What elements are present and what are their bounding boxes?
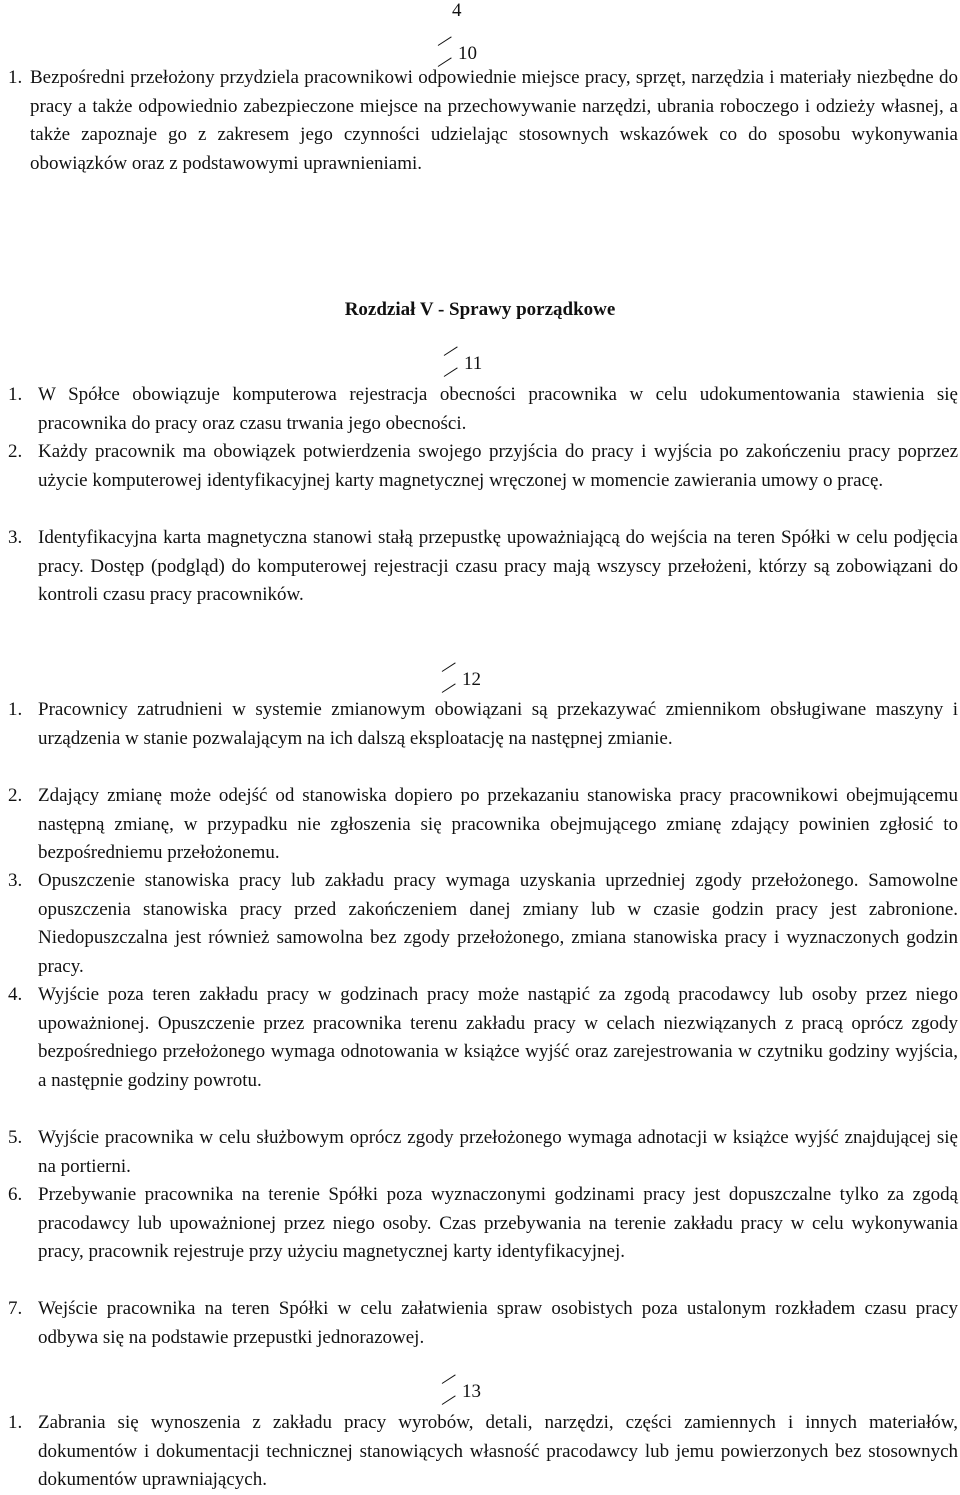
section-12-item-7 [8,1295,958,1352]
section-12-item-2 [8,782,958,868]
item-number: 3. [8,870,23,891]
item-text: Wyjście pracownika w celu służbowym oprócz zgody przełożonego wymaga adnotacji w książce wyjść znajdującej się na portierni. [38,1127,958,1177]
section-10-item-1 [8,64,958,178]
item-text: Każdy pracownik ma obowiązek potwierdzenia swojego przyjścia do pracy i wyjścia po zakończeniu pracy poprzez użycie komputerowej identyfikacyjnej karty magnetycznej wręczonej w momencie zawierania umowy o pracę. [38,441,958,491]
item-text: Wyjście poza teren zakładu pracy w godzinach pracy może nastąpić za zgodą pracodawcy lub osoby przez niego upoważnionej. Opuszczenie przez pracownika terenu zakładu pracy w celach niezwiązanych z pracą oprócz zgody bezpośredniego przełożonego wymaga odnotowania w książce wyjść oraz zarejestrowania w czytniku godziny wyjścia, a następnie godziny powrotu. [38,984,958,1091]
item-number: 2. [8,441,23,462]
section-12-item-5 [8,1124,958,1181]
section-number: 10 [458,43,477,64]
item-number: 3. [8,527,23,548]
section-12-item-1 [8,696,958,753]
item-number: 1. [8,67,23,88]
item-number: 1. [8,384,23,405]
item-text: Wejście pracownika na teren Spółki w celu załatwienia spraw osobistych poza ustalonym rozkładem czasu pracy odbywa się na podstawie przepustki jednorazowej. [38,1298,958,1348]
item-text: Przebywanie pracownika na terenie Spółki poza wyznaczonymi godzinami pracy jest dopuszczalne tylko za zgodą pracodawcy lub upoważnionej przez niego osoby. Czas przebywania na terenie zakładu pracy w celu wykonywania pracy, pracownik rejestruje przy użyciu magnetycznej karty identyfikacyjnej. [38,1184,958,1263]
section-mark-13 [440,1380,481,1404]
item-number: 4. [8,984,23,1005]
item-number: 5. [8,1127,23,1148]
section-mark-10 [436,42,477,66]
item-text: Identyfikacyjna karta magnetyczna stanowi stałą przepustkę upoważniającą do wejścia na teren Spółki w celu podjęcia pracy. Dostęp (podgląd) do komputerowej rejestracji czasu pracy mają wszyscy przełożeni, którzy są zobowiązani do kontroli czasu pracy pracowników. [38,527,958,606]
item-text: Bezpośredni przełożony przydziela pracownikowi odpowiednie miejsce pracy, sprzęt, narzędzia i materiały niezbędne do pracy a także odpowiednio zabezpieczone miejsce na przechowywanie narzędzi, ubrania roboczego i odzieży własnej, a także zapoznaje go z zakresem jego czynności udzielając stosownych wskazówek co do sposobu wykonywania obowiązków oraz z podstawowymi uprawnieniami. [30,67,958,174]
section-12-item-4 [8,981,958,1095]
item-text: Pracownicy zatrudnieni w systemie zmianowym obowiązani są przekazywać zmiennikom obsługiwane maszyny i urządzenia w stanie pozwalającym na ich dalszą eksploatację na następnej zmianie. [38,699,958,749]
section-mark-11 [442,352,482,376]
item-text: W Spółce obowiązuje komputerowa rejestracja obecności pracownika w celu udokumentowania stawienia się pracownika do pracy oraz czasu trwania jego obecności. [38,384,958,434]
item-text: Zabrania się wynoszenia z zakładu pracy wyrobów, detali, narzędzi, części zamiennych i innych materiałów, dokumentów i dokumentacji technicznej stanowiących własność pracodawcy lub jemu powierzonych bez stosownych dokumentów uprawniających. [38,1412,958,1491]
item-number: 7. [8,1298,23,1319]
item-text: Opuszczenie stanowiska pracy lub zakładu pracy wymaga uzyskania uprzedniej zgody przełożonego. Samowolne opuszczenia stanowiska pracy przed zakończeniem danej zmiany lub w czasie godzin pracy jest zabronione. Niedopuszczalna jest również samowolna bez zgody przełożonego, zmiana stanowiska pracy i wyznaczonych godzin pracy. [38,870,958,977]
section-11-item-3 [8,524,958,610]
section-number: 12 [462,669,481,690]
item-text: Zdający zmianę może odejść od stanowiska dopiero po przekazaniu stanowiska pracy pracownikowi obejmującemu następną zmianę, w przypadku nie zgłoszenia się pracownika obejmującego zmianę zdający powinien zgłosić to bezpośredniemu przełożonemu. [38,785,958,864]
section-mark-12 [440,668,481,692]
section-number: 11 [464,353,483,374]
section-11-item-2 [8,438,958,495]
item-number: 1. [8,699,23,720]
section-11-item-1 [8,381,958,438]
section-13-item-1 [8,1409,958,1495]
page-number: 4 [452,0,462,21]
item-number: 2. [8,785,23,806]
section-12-item-6 [8,1181,958,1267]
item-number: 6. [8,1184,23,1205]
section-12-item-3 [8,867,958,981]
item-number: 1. [8,1412,23,1433]
section-number: 13 [462,1381,481,1402]
chapter-heading: Rozdział V - Sprawy porządkowe [344,299,616,320]
